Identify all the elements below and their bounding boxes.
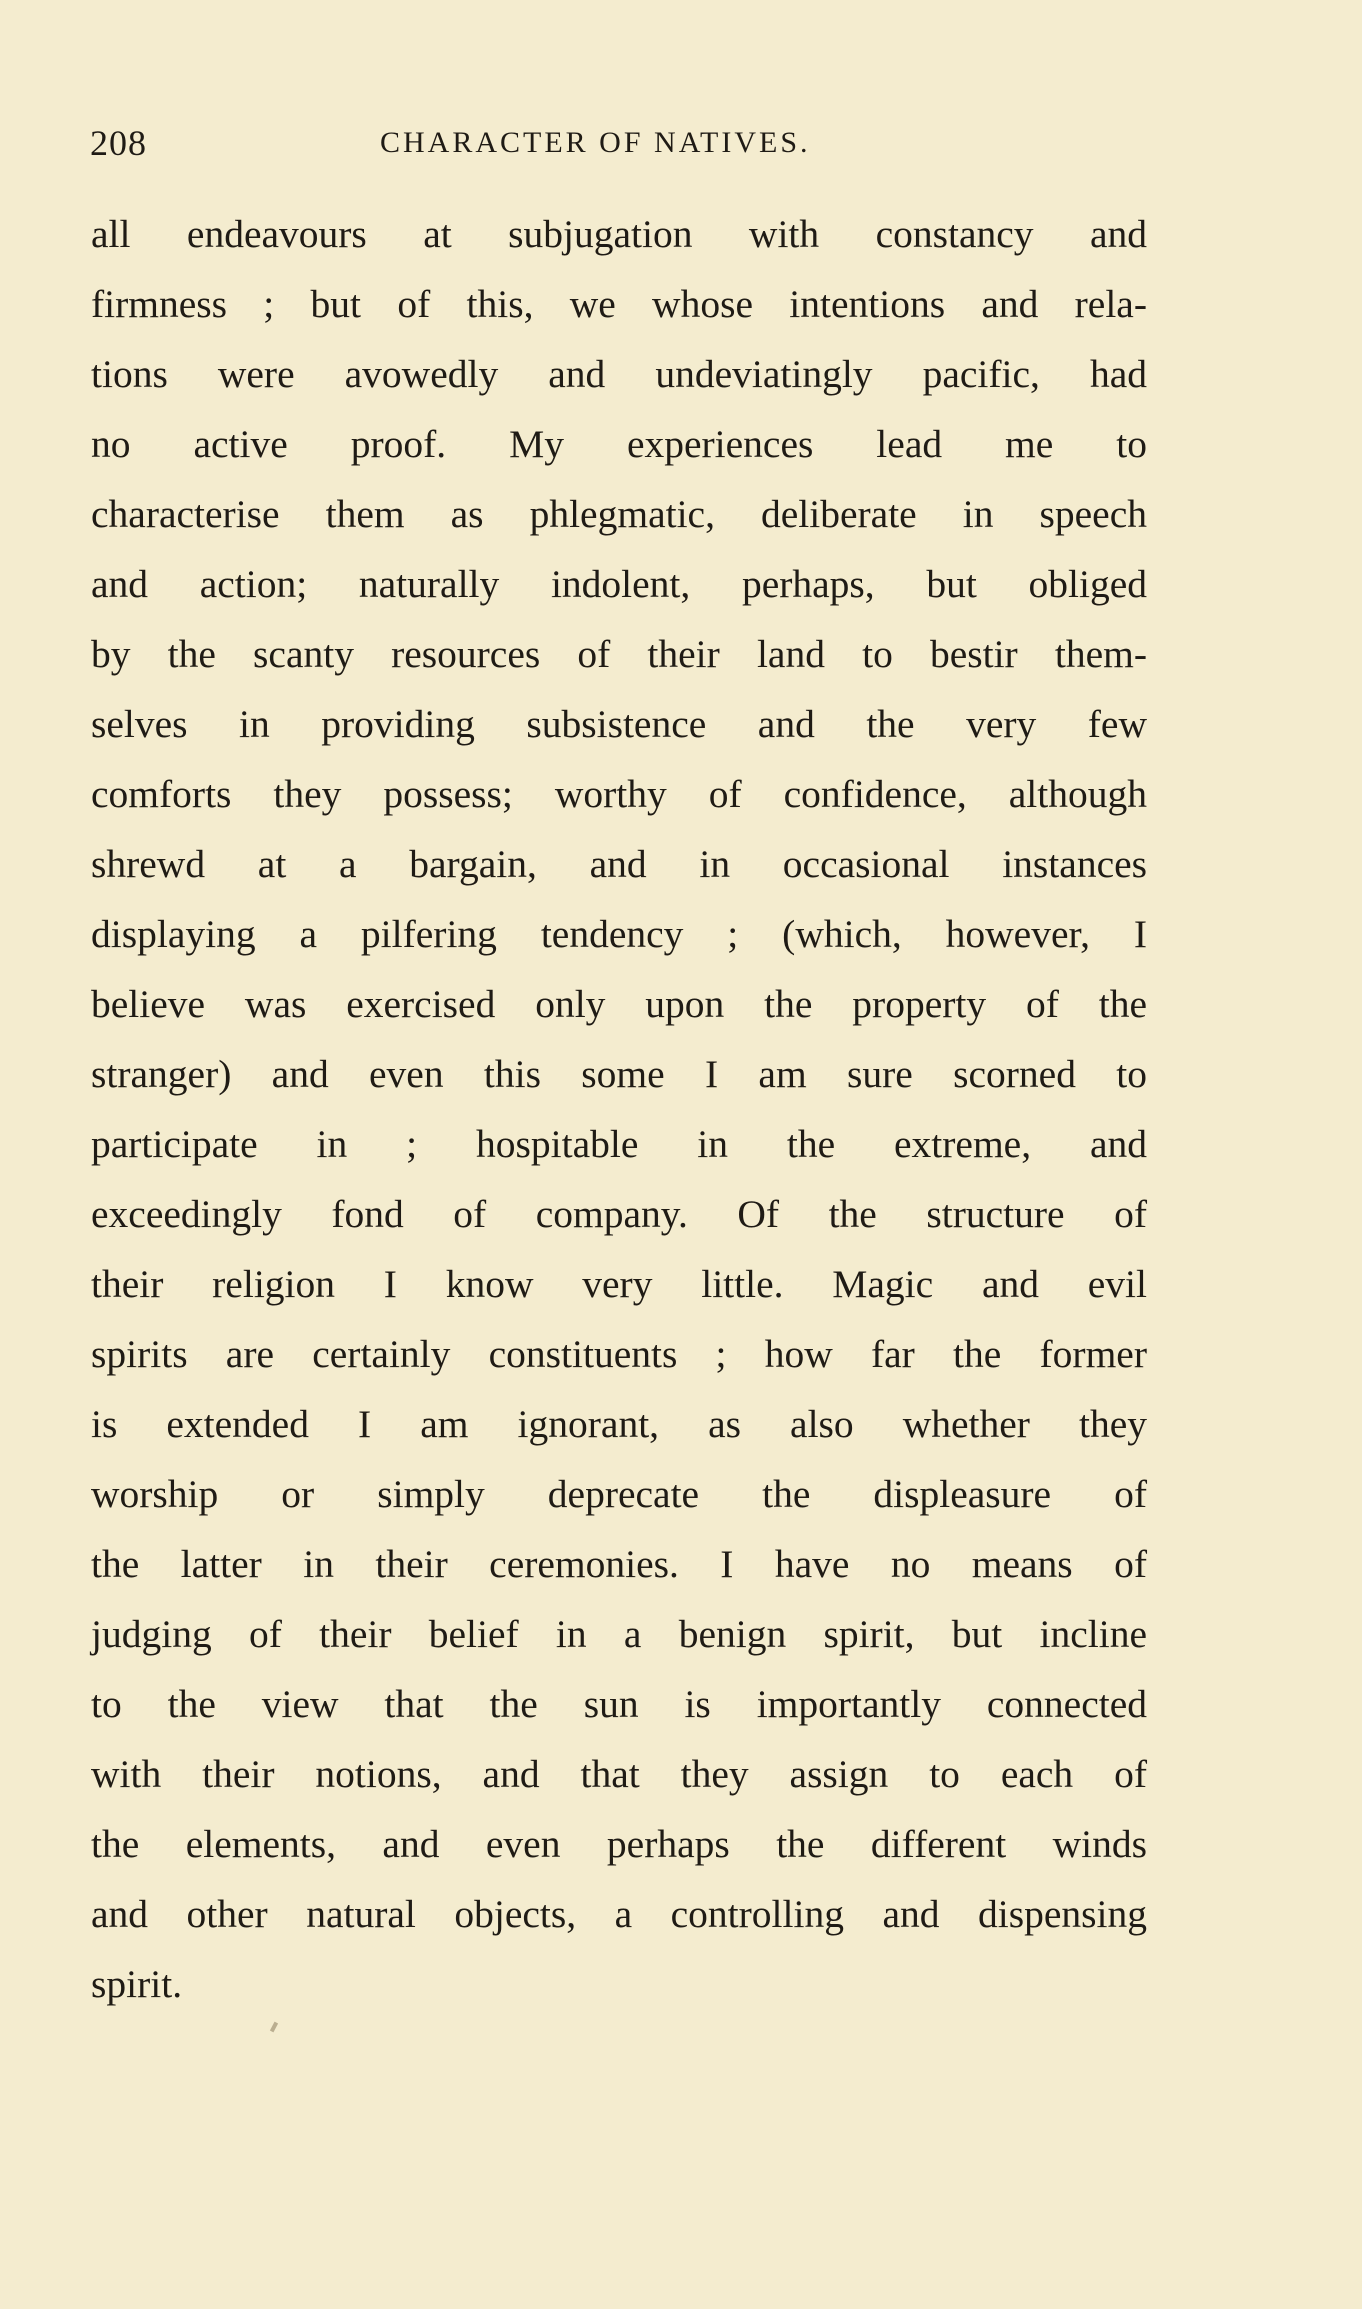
text-line: and other natural objects, a controlling and dispensing [91, 1892, 1147, 1936]
body-text [91, 199, 1147, 2019]
text-line: the elements, and even perhaps the different winds [91, 1822, 1147, 1866]
running-title: CHARACTER OF NATIVES. [380, 126, 811, 159]
text-line: displaying a pilfering tendency ; (which, however, I [91, 912, 1147, 956]
text-line: is extended I am ignorant, as also whether they [91, 1402, 1147, 1446]
text-line: no active proof. My experiences lead me to [91, 422, 1147, 466]
text-line: stranger) and even this some I am sure scorned to [91, 1052, 1147, 1096]
page-number: 208 [90, 123, 147, 163]
text-line: believe was exercised only upon the property of the [91, 982, 1147, 1026]
text-line: participate in ; hospitable in the extreme, and [91, 1122, 1147, 1166]
text-line: tions were avowedly and undeviatingly pacific, had [91, 352, 1147, 396]
text-line-last: spirit. [91, 1962, 183, 2006]
text-line: judging of their belief in a benign spirit, but incline [91, 1612, 1147, 1656]
text-line: all endeavours at subjugation with constancy and [91, 212, 1147, 256]
text-line: spirits are certainly constituents ; how far the former [91, 1332, 1147, 1376]
text-line: and action; naturally indolent, perhaps, but obliged [91, 562, 1147, 606]
text-line: selves in providing subsistence and the very few [91, 702, 1147, 746]
text-line: characterise them as phlegmatic, deliberate in speech [91, 492, 1147, 536]
text-line: comforts they possess; worthy of confidence, although [91, 772, 1147, 816]
text-line: firmness ; but of this, we whose intentions and rela- [91, 282, 1147, 326]
text-line: by the scanty resources of their land to bestir them- [91, 632, 1147, 676]
paper-speck [270, 2022, 278, 2033]
text-line: worship or simply deprecate the displeasure of [91, 1472, 1147, 1516]
text-line: to the view that the sun is importantly connected [91, 1682, 1147, 1726]
page-header [90, 118, 1186, 168]
text-line: their religion I know very little. Magic and evil [91, 1262, 1147, 1306]
text-line: shrewd at a bargain, and in occasional instances [91, 842, 1147, 886]
text-line: the latter in their ceremonies. I have no means of [91, 1542, 1147, 1586]
text-line: with their notions, and that they assign to each of [91, 1752, 1147, 1796]
text-line: exceedingly fond of company. Of the structure of [91, 1192, 1147, 1236]
